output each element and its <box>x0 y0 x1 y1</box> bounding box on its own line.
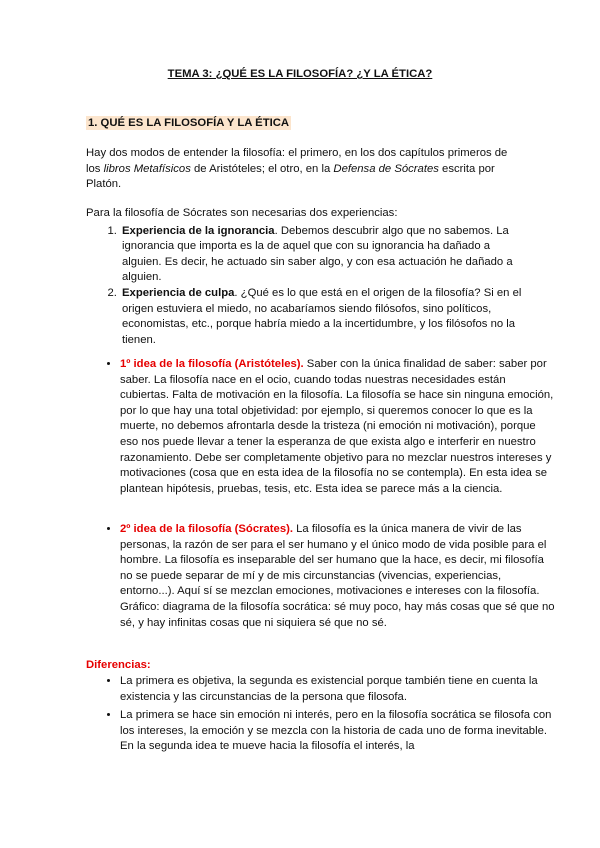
list-item: 1. Experiencia de la ignorancia. Debemos descubrir algo que no sabemos. La ignorancia que importa es la de aquel que con su ignorancia ha dañado a alguien. Es decir, he actuado sin saber algo, y con esa actuación he dañado a alguien. <box>120 224 522 286</box>
experiences-intro: Para la filosofía de Sócrates son necesarias dos experiencias: <box>86 207 398 219</box>
book-title-defensa: Defensa de Sócrates <box>333 162 439 175</box>
intro-paragraph: Hay dos modos de entender la filosofía: el primero, en los dos capítulos primeros de los libros Metafísicos de Aristóteles; el otro, en la Defensa de Sócrates escrita por Platón. <box>86 147 508 191</box>
idea-1-label: 1º idea de la filosofía (Aristóteles). <box>120 358 304 370</box>
document-title: TEMA 3: ¿QUÉ ES LA FILOSOFÍA? ¿Y LA ÉTICA? <box>167 68 433 80</box>
experiences-block <box>86 206 522 348</box>
idea-2-list <box>86 522 556 631</box>
idea-1-list <box>86 357 556 497</box>
list-item: • La primera se hace sin emoción ni interés, pero en la filosofía socrática se filosofa con los intereses, la emoción y se mezcla con la historia de cada uno de forma inevitable. En la segunda idea te mueve hacia la filosofía el interés, la <box>120 708 556 755</box>
list-item: • La primera es objetiva, la segunda es existencial porque también tiene en cuenta la existencia y las circunstancias de la persona que filosofa. <box>120 674 556 705</box>
list-item: • 1º idea de la filosofía (Aristóteles). Saber con la única finalidad de saber: saber por saber. La filosofía nace en el ocio, cuando todas nuestras necesidades están cubiertas. Falta de motivación en la filosofía. La filosofía se hace sin ninguna emoción, por lo que hay una total objetividad: por ejemplo, si queremos conocer lo que es la muerte, no debemos afrontarla desde la tristeza (ni emoción ni motivación), porque eso nos puede llevar a tener la esperanza de que exista algo e interferir en nuestro razonamiento. Debe ser completamente objetivo para no mezclar nuestros intereses y motivaciones (cosa que en esta idea de la filosofía no se contempla). En esta idea se plantean hipótesis, pruebas, tesis, etc. Esta idea se parece más a la ciencia. <box>120 357 556 497</box>
experiences-list <box>86 224 522 349</box>
differences-list <box>86 674 556 758</box>
grafico-note: Gráfico: diagrama de la filosofía socrática: sé muy poco, hay más cosas que sé que no sé, y hay infinitas cosas que ni siquiera sé que no sé. <box>120 600 555 629</box>
book-title-metafisicos: libros Metafísicos <box>103 162 191 175</box>
differences-heading: Diferencias: <box>86 659 151 671</box>
list-item: 2. Experiencia de culpa. ¿Qué es lo que está en el origen de la filosofía? Si en el origen estuviera el miedo, no acabaríamos siendo filósofos, sino políticos, economistas, etc., porque habría miedo a la incertidumbre, y los filósofos no la tienen. <box>120 286 522 348</box>
idea-2-label: 2º idea de la filosofía (Sócrates). <box>120 523 294 535</box>
list-item: • 2º idea de la filosofía (Sócrates). La filosofía es la única manera de vivir de las personas, la razón de ser para el ser humano y el único modo de vida posible para el hombre. La filosofía es inseparable del ser humano que la hace, es decir, mi filosofía no se puede separar de mí y de mis circunstancias (vivencias, experiencias, entorno...). Aquí sí se mezclan emociones, motivaciones e intereses con la filosofía. Gráfico: diagrama de la filosofía socrática: sé muy poco, hay más cosas que sé que no sé, y hay infinitas cosas que ni siquiera sé que no sé. <box>120 522 556 631</box>
section-heading: 1. QUÉ ES LA FILOSOFÍA Y LA ÉTICA <box>88 117 290 129</box>
